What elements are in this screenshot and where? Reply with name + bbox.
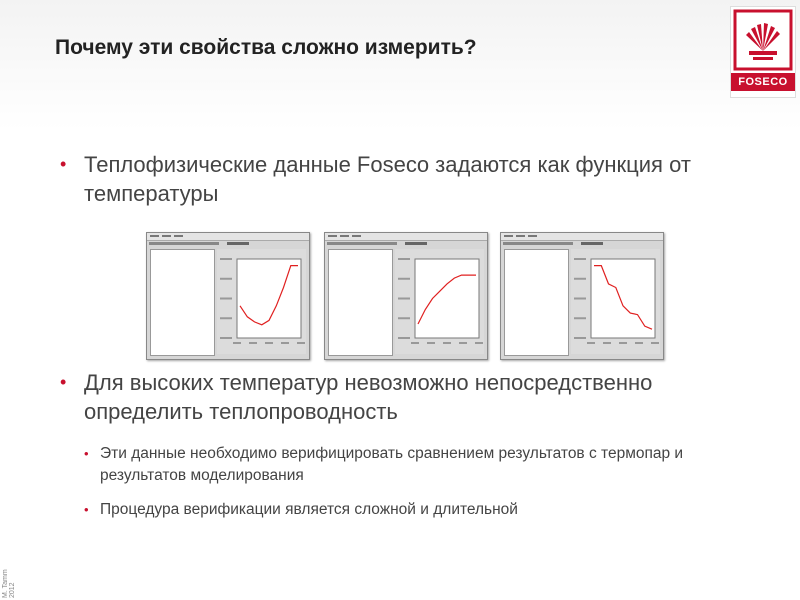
line-chart [395, 249, 484, 354]
menu-bar [325, 233, 487, 241]
data-table [150, 249, 215, 356]
y-tick-label [220, 337, 232, 339]
x-tick-label [459, 342, 467, 344]
x-tick-label [297, 342, 305, 344]
bullet-item: • Теплофизические данные Foseco задаются как функция от температуры [60, 150, 704, 208]
x-tick-label [619, 342, 627, 344]
x-tick-label [475, 342, 483, 344]
y-tick-label [220, 317, 232, 319]
y-tick-label [574, 298, 586, 300]
y-tick-label [574, 337, 586, 339]
x-tick-label [587, 342, 595, 344]
y-tick-label [398, 298, 410, 300]
logo-wordmark: FOSECO [731, 73, 795, 91]
software-screenshot-1 [146, 232, 310, 360]
plot-area [395, 249, 484, 354]
plot-frame [415, 259, 479, 338]
menu-bar [501, 233, 663, 241]
plot-frame [237, 259, 301, 338]
foseco-logo [730, 6, 796, 98]
y-tick-label [398, 278, 410, 280]
y-tick-label [574, 258, 586, 260]
y-tick-label [398, 258, 410, 260]
bullet-item: • Для высоких температур невозможно непосредственно определить теплопроводность [60, 368, 704, 426]
x-tick-label [411, 342, 419, 344]
x-tick-label [249, 342, 257, 344]
y-tick-label [220, 278, 232, 280]
x-tick-label [635, 342, 643, 344]
line-chart [571, 249, 660, 354]
side-note: M. Tamm 2012 [2, 569, 16, 598]
y-tick-label [574, 317, 586, 319]
x-tick-label [233, 342, 241, 344]
sub-bullet-item: • Эти данные необходимо верифицировать сравнением результатов с термопар и результатов моделирования [84, 443, 710, 487]
y-tick-label [398, 337, 410, 339]
x-tick-label [265, 342, 273, 344]
y-tick-label [398, 317, 410, 319]
x-tick-label [443, 342, 451, 344]
software-screenshot-3 [500, 232, 664, 360]
software-screenshot-2 [324, 232, 488, 360]
x-tick-label [603, 342, 611, 344]
y-tick-label [220, 258, 232, 260]
menu-bar [147, 233, 309, 241]
data-table [328, 249, 393, 356]
x-tick-label [651, 342, 659, 344]
x-tick-label [281, 342, 289, 344]
y-tick-label [220, 298, 232, 300]
foseco-emblem-icon [731, 7, 795, 73]
plot-area [571, 249, 660, 354]
slide-title: Почему эти свойства сложно измерить? [55, 36, 477, 59]
data-table [504, 249, 569, 356]
x-tick-label [427, 342, 435, 344]
sub-bullet-item: • Процедура верификации является сложной и длительной [84, 499, 710, 521]
line-chart [217, 249, 306, 354]
y-tick-label [574, 278, 586, 280]
plot-area [217, 249, 306, 354]
